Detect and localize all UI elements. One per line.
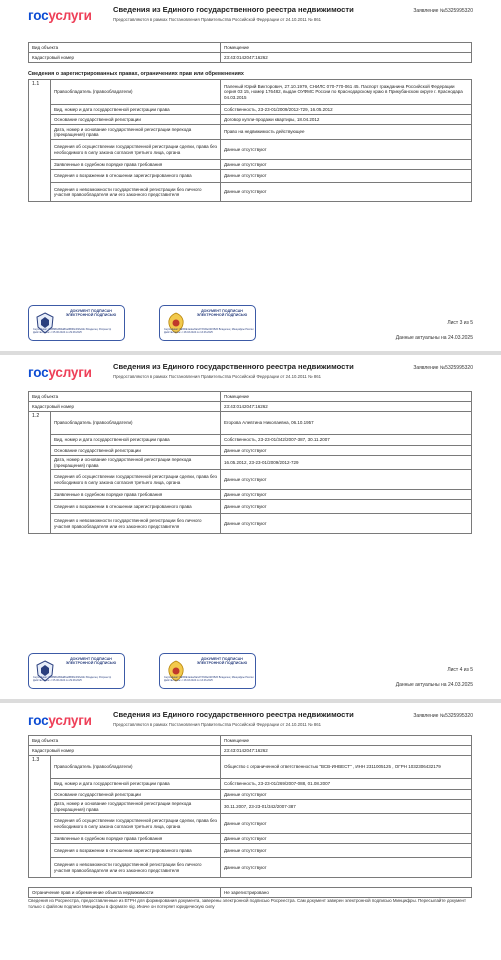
- object-type-value: Помещение: [221, 392, 472, 402]
- page-header: [0, 703, 501, 739]
- application-number: Заявление №5325995320: [413, 8, 473, 14]
- cadastral-label: Кадастровый номер: [29, 402, 221, 412]
- page-header: [0, 0, 501, 34]
- basis-value: Данные отсутствуют: [221, 790, 472, 800]
- application-number: Заявление №5325995320: [413, 365, 473, 371]
- stamp-title: ДОКУМЕНТ ПОДПИСАН ЭЛЕКТРОННОЙ ПОДПИСЬЮ: [196, 309, 248, 318]
- rosreestr-signature-stamp: [28, 305, 125, 341]
- claims-value: Данные отсутствуют: [221, 490, 472, 500]
- basis-label: Основание государственной регистрации: [51, 115, 221, 125]
- owner-label: Правообладатель (правообладатели): [51, 80, 221, 105]
- no-consent-value: Данные отсутствуют: [221, 470, 472, 490]
- impossible-value: Данные отсутствуют: [221, 858, 472, 878]
- page-header: [0, 355, 501, 391]
- rights-table: [28, 755, 472, 878]
- no-consent-label: Сведения об осуществлении государственной регистрации сделки, права без необходимого в силу закона согласия третьего лица, органа: [51, 814, 221, 834]
- basis-label: Основание государственной регистрации: [51, 790, 221, 800]
- transfer-value: 30.11.2007, 23-23-01/342/2007-387: [221, 800, 472, 814]
- right-number: 1.3: [29, 756, 51, 878]
- basis-value: Данные отсутствуют: [221, 446, 472, 456]
- objections-label: Сведения о возражении в отношении зарегистрированного права: [51, 844, 221, 858]
- claims-label: Заявленные в судебном порядке права требования: [51, 834, 221, 844]
- document-page-5: [0, 703, 501, 960]
- stamp-title: ДОКУМЕНТ ПОДПИСАН ЭЛЕКТРОННОЙ ПОДПИСЬЮ: [65, 657, 117, 666]
- objections-value: Данные отсутствуют: [221, 500, 472, 514]
- cadastral-value: 23:43:0142047:16262: [221, 746, 472, 756]
- impossible-value: Данные отсутствуют: [221, 514, 472, 534]
- data-actual-date: Данные актуальны на 24.03.2025: [395, 335, 473, 341]
- restriction-table: [28, 887, 472, 898]
- document-page-3: [0, 0, 501, 351]
- stamp-title: ДОКУМЕНТ ПОДПИСАН ЭЛЕКТРОННОЙ ПОДПИСЬЮ: [196, 657, 248, 666]
- document-title: Сведения из Единого государственного реестра недвижимости: [113, 362, 354, 371]
- impossible-value: Данные отсутствуют: [221, 183, 472, 202]
- rosreestr-signature-stamp: [28, 653, 125, 689]
- transfer-value: Право на недвижимость действующее: [221, 125, 472, 140]
- no-consent-label: Сведения об осуществлении государственной регистрации сделки, права без необходимого в силу закона согласия третьего лица, органа: [51, 140, 221, 160]
- impossible-label: Сведения о невозможности государственной регистрации без личного участия правообладателя или его законного представителя: [51, 858, 221, 878]
- stamp-details: Сертификат: 6E5DE1a4ee5a1d73f1f4e0215526 Владелец: Минцифры России Действителен: с 28.03.2024 по 13.06.2025: [164, 328, 254, 334]
- right-type-value: Собственность, 23-23-01/2009/2012-729, 16.05.2012: [221, 105, 472, 115]
- claims-value: Данные отсутствуют: [221, 834, 472, 844]
- owner-label: Правообладатель (правообладатели): [51, 756, 221, 779]
- claims-value: Данные отсутствуют: [221, 160, 472, 170]
- basis-value: Договор купли-продажи квартиры, 18.04.2012: [221, 115, 472, 125]
- gosuslugi-logo: госуслуги: [28, 8, 92, 23]
- claims-label: Заявленные в судебном порядке права требования: [51, 490, 221, 500]
- cadastral-value: 23:43:0142047:16262: [221, 53, 472, 63]
- transfer-label: Дата, номер и основание государственной регистрации перехода (прекращения) права: [51, 800, 221, 814]
- basis-label: Основание государственной регистрации: [51, 446, 221, 456]
- application-number: Заявление №5325995320: [413, 713, 473, 719]
- objections-value: Данные отсутствуют: [221, 170, 472, 183]
- stamp-details: Сертификат: 00B6B0AB4aBba0B9f0c4f2fe6dc Владелец: Росреестр Действителен: с 05.06.2024 по 29.08.2025: [33, 328, 112, 334]
- transfer-label: Дата, номер и основание государственной регистрации перехода (прекращения) права: [51, 456, 221, 470]
- rights-table: [28, 79, 472, 202]
- no-consent-label: Сведения об осуществлении государственной регистрации сделки, права без необходимого в силу закона согласия третьего лица, органа: [51, 470, 221, 490]
- object-type-label: Вид объекта: [29, 392, 221, 402]
- impossible-label: Сведения о невозможности государственной регистрации без личного участия правообладателя или его законного представителя: [51, 514, 221, 534]
- right-type-value: Собственность, 23-23-01/269/2007-088, 01.08.2007: [221, 779, 472, 790]
- cadastral-value: 23:43:0142047:16262: [221, 402, 472, 412]
- mincifry-signature-stamp: [159, 653, 256, 689]
- claims-label: Заявленные в судебном порядке права требования: [51, 160, 221, 170]
- cadastral-label: Кадастровый номер: [29, 53, 221, 63]
- impossible-label: Сведения о невозможности государственной регистрации без личного участия правообладателя или его законного представителя: [51, 183, 221, 202]
- right-number: 1.2: [29, 412, 51, 534]
- gosuslugi-logo: госуслуги: [28, 365, 92, 380]
- document-page-4: [0, 355, 501, 699]
- document-title: Сведения из Единого государственного реестра недвижимости: [113, 710, 354, 719]
- no-consent-value: Данные отсутствуют: [221, 140, 472, 160]
- rights-table: [28, 411, 472, 534]
- right-type-label: Вид, номер и дата государственной регистрации права: [51, 105, 221, 115]
- transfer-label: Дата, номер и основание государственной регистрации перехода (прекращения) права: [51, 125, 221, 140]
- object-type-label: Вид объекта: [29, 736, 221, 746]
- object-type-value: Помещение: [221, 736, 472, 746]
- cadastral-label: Кадастровый номер: [29, 746, 221, 756]
- data-actual-date: Данные актуальны на 24.03.2025: [395, 682, 473, 688]
- right-type-label: Вид, номер и дата государственной регистрации права: [51, 435, 221, 446]
- object-table: [28, 42, 472, 63]
- object-type-value: Помещение: [221, 43, 472, 53]
- objections-value: Данные отсутствуют: [221, 844, 472, 858]
- stamp-details: Сертификат: 6E5DE1a4ee5a1d73f1f4e0215526 Владелец: Минцифры России Действителен: с 28.03.2024 по 13.06.2025: [164, 676, 254, 682]
- right-number: 1.1: [29, 80, 51, 202]
- sheet-number: Лист 4 из 5: [447, 667, 473, 673]
- document-title: Сведения из Единого государственного реестра недвижимости: [113, 5, 354, 14]
- owner-value: Общество с ограниченной ответственностью "ВСВ-ИНВЕСТ" , ИНН 2311005125 , ОГРН 1032306432179: [221, 756, 472, 779]
- object-table: [28, 735, 472, 756]
- right-type-value: Собственность, 23-23-01/342/2007-387, 30.11.2007: [221, 435, 472, 446]
- objections-label: Сведения о возражении в отношении зарегистрированного права: [51, 500, 221, 514]
- owner-value: Паленый Юрий Викторович, 27.10.1979, СНИЛС 070-770-061 45. Паспорт гражданина Российской Федерации серия 03 15, номер 176482, выдан ОУФМС России по Краснодарскому краю в Прикубанском округе г. Краснодара 04.03.2015: [221, 80, 472, 105]
- right-type-label: Вид, номер и дата государственной регистрации права: [51, 779, 221, 790]
- sheet-number: Лист 3 из 5: [447, 320, 473, 326]
- objections-label: Сведения о возражении в отношении зарегистрированного права: [51, 170, 221, 183]
- object-type-label: Вид объекта: [29, 43, 221, 53]
- restriction-value: Не зарегистрировано: [221, 888, 472, 898]
- section-title: Сведения о зарегистрированных правах, ограничениях прав или обременениях: [28, 71, 244, 77]
- legal-footnote: Сведения из Росреестра, предоставленные из ЕГРН для формирования документа, заверены электронной подписью Росреестра. Сам документ заверен электронной подписью Минцифры. Пересылайте документ только с файлом подписи Минцифры в формате sig. Иначе он потеряет юридическую силу: [28, 898, 466, 909]
- owner-label: Правообладатель (правообладатели): [51, 412, 221, 435]
- stamp-details: Сертификат: 00B6B0AB4aBba0B9f0c4f2fe6dc Владелец: Росреестр Действителен: с 05.06.2024 по 29.08.2025: [33, 676, 112, 682]
- mincifry-signature-stamp: [159, 305, 256, 341]
- object-table: [28, 391, 472, 412]
- no-consent-value: Данные отсутствуют: [221, 814, 472, 834]
- restriction-label: Ограничение прав и обременение объекта недвижимости: [29, 888, 221, 898]
- document-subtitle: Предоставляются в рамках Постановления Правительства Российской Федерации от 24.10.2011 № 861: [113, 722, 321, 727]
- gosuslugi-logo: госуслуги: [28, 713, 92, 728]
- document-subtitle: Предоставляются в рамках Постановления Правительства Российской Федерации от 24.10.2011 № 861: [113, 17, 321, 22]
- document-subtitle: Предоставляются в рамках Постановления Правительства Российской Федерации от 24.10.2011 № 861: [113, 374, 321, 379]
- owner-value: Егорова Алевтина Николаевна, 06.10.1957: [221, 412, 472, 435]
- stamp-title: ДОКУМЕНТ ПОДПИСАН ЭЛЕКТРОННОЙ ПОДПИСЬЮ: [65, 309, 117, 318]
- transfer-value: 16.05.2012, 23-23-01/2009/2012-729: [221, 456, 472, 470]
